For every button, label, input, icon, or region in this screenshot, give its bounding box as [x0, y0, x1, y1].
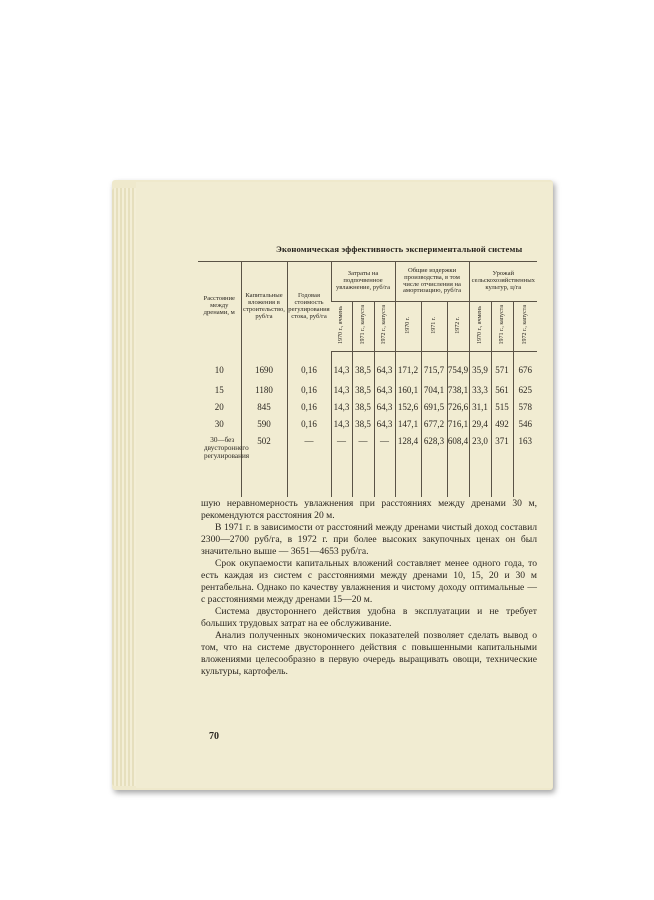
sub-y1: 1970 г., ячмень: [469, 302, 491, 352]
table-cell: 715,7: [421, 352, 447, 383]
table-cell: 152,6: [395, 399, 421, 416]
paragraph: шую неравномерность увлажнения при расстояниях между дренами 30 м, рекомендуются расстояния 20 м.: [201, 498, 537, 521]
table-cell: 29,4: [469, 416, 491, 433]
table-cell: 676: [513, 352, 537, 383]
sub-o3: 1972 г.: [447, 302, 469, 352]
sub-y3: 1972 г., капуста: [513, 302, 537, 352]
table-cell: 33,3: [469, 382, 491, 399]
table-cell: 30: [214, 418, 224, 429]
page-edges: [112, 188, 138, 786]
table-cell: 23,0: [469, 433, 491, 497]
table-cell: 628,3: [421, 433, 447, 497]
table-cell: 704,1: [421, 382, 447, 399]
table-cell: 561: [491, 382, 513, 399]
table-row: [198, 352, 537, 383]
sub-c2: 1971 г., капуста: [352, 302, 374, 352]
table-cell: 546: [513, 416, 537, 433]
table-cell: 0,16: [287, 382, 331, 399]
body-text: [201, 498, 537, 678]
table-cell: 64,3: [374, 399, 395, 416]
header-distance: Расстояние между дренами, м: [198, 262, 241, 352]
table-cell: 14,3: [331, 399, 352, 416]
table-cell: 30—без двустороннего регулирования: [204, 436, 250, 460]
table-cell: 726,6: [447, 399, 469, 416]
header-costs: Затраты на подпочвенное увлажнение, руб/га: [331, 262, 395, 302]
table-cell: 1690: [241, 352, 287, 383]
paragraph: Анализ полученных экономических показателей позволяет сделать вывод о том, что на системе двустороннего действия с повышенными капитальными вложениями целесообразно в первую очередь выращивать овощи, технические культуры, картофель.: [201, 630, 537, 677]
paragraph: В 1971 г. в зависимости от расстояний между дренами чистый доход составил 2300—2700 руб/га, в 1972 г. при более высоких закупочных ценах он был значительно выше — 3651—4653 руб/га.: [201, 522, 537, 557]
paragraph: Срок окупаемости капитальных вложений составляет менее одного года, то есть каждая из систем с расстояниями между дренами 10, 15, 20 и 30 м рентабельна. Однако по качеству увлажнения и чистому доходу оптимальные — с расстояниями между дренами 15—20 м.: [201, 558, 537, 605]
table-cell: 578: [513, 399, 537, 416]
table-cell: 38,5: [352, 399, 374, 416]
table-cell: 845: [241, 399, 287, 416]
efficiency-table: [198, 261, 537, 497]
table-cell: 590: [241, 416, 287, 433]
table-cell: 15: [214, 384, 224, 395]
table-cell: 716,1: [447, 416, 469, 433]
header-overhead: Общие издержки производства, в том числе отчисления на амортизацию, руб/га: [395, 262, 469, 302]
table-cell: 608,4: [447, 433, 469, 497]
sub-c1: 1970 г., ячмень: [331, 302, 352, 352]
table-cell: 14,3: [331, 382, 352, 399]
table-cell: —: [352, 433, 374, 497]
table-cell: 738,1: [447, 382, 469, 399]
table-cell: 147,1: [395, 416, 421, 433]
header-yield: Урожай сельскохозяйственных культур, ц/га: [469, 262, 537, 302]
table-cell: 571: [491, 352, 513, 383]
sub-o2: 1971 г.: [421, 302, 447, 352]
table-row: [198, 433, 537, 497]
table-cell: 31,1: [469, 399, 491, 416]
table-cell: 691,5: [421, 399, 447, 416]
table-row: [198, 416, 537, 433]
sub-c3: 1972 г., капуста: [374, 302, 395, 352]
header-annual: Годовая стоимость регулирования стока, руб/га: [287, 262, 331, 352]
table-cell: 64,3: [374, 382, 395, 399]
header-capital: Капитальные вложения в строительство, руб/га: [241, 262, 287, 352]
table-cell: 38,5: [352, 416, 374, 433]
table-cell: 371: [491, 433, 513, 497]
table-cell: 14,3: [331, 416, 352, 433]
table-cell: —: [331, 433, 352, 497]
table-cell: 128,4: [395, 433, 421, 497]
sub-y2: 1971 г., капуста: [491, 302, 513, 352]
sub-o1: 1970 г.: [395, 302, 421, 352]
table-cell: 10: [214, 365, 224, 376]
table-cell: 171,2: [395, 352, 421, 383]
table-cell: 35,9: [469, 352, 491, 383]
table-cell: 754,9: [447, 352, 469, 383]
page-number: 70: [209, 731, 219, 742]
table-cell: 515: [491, 399, 513, 416]
table-cell: 64,3: [374, 352, 395, 383]
table-caption: Экономическая эффективность экспериментальной системы: [276, 244, 523, 254]
paragraph: Система двустороннего действия удобна в эксплуатации и не требует больших трудовых затрат на ее обслуживание.: [201, 606, 537, 629]
table-cell: 492: [491, 416, 513, 433]
table-row: [198, 399, 537, 416]
table-cell: 38,5: [352, 352, 374, 383]
table-cell: 64,3: [374, 416, 395, 433]
table-cell: —: [374, 433, 395, 497]
table-cell: 160,1: [395, 382, 421, 399]
table-cell: 0,16: [287, 416, 331, 433]
table-cell: 38,5: [352, 382, 374, 399]
table-cell: —: [287, 433, 331, 497]
table-cell: 502: [241, 433, 287, 497]
table-cell: 1180: [241, 382, 287, 399]
table-cell: 0,16: [287, 352, 331, 383]
table-cell: 625: [513, 382, 537, 399]
table-cell: 14,3: [331, 352, 352, 383]
table-cell: 163: [513, 433, 537, 497]
table-cell: 0,16: [287, 399, 331, 416]
table-cell: 677,2: [421, 416, 447, 433]
table-cell: 20: [214, 401, 224, 412]
table-row: [198, 382, 537, 399]
